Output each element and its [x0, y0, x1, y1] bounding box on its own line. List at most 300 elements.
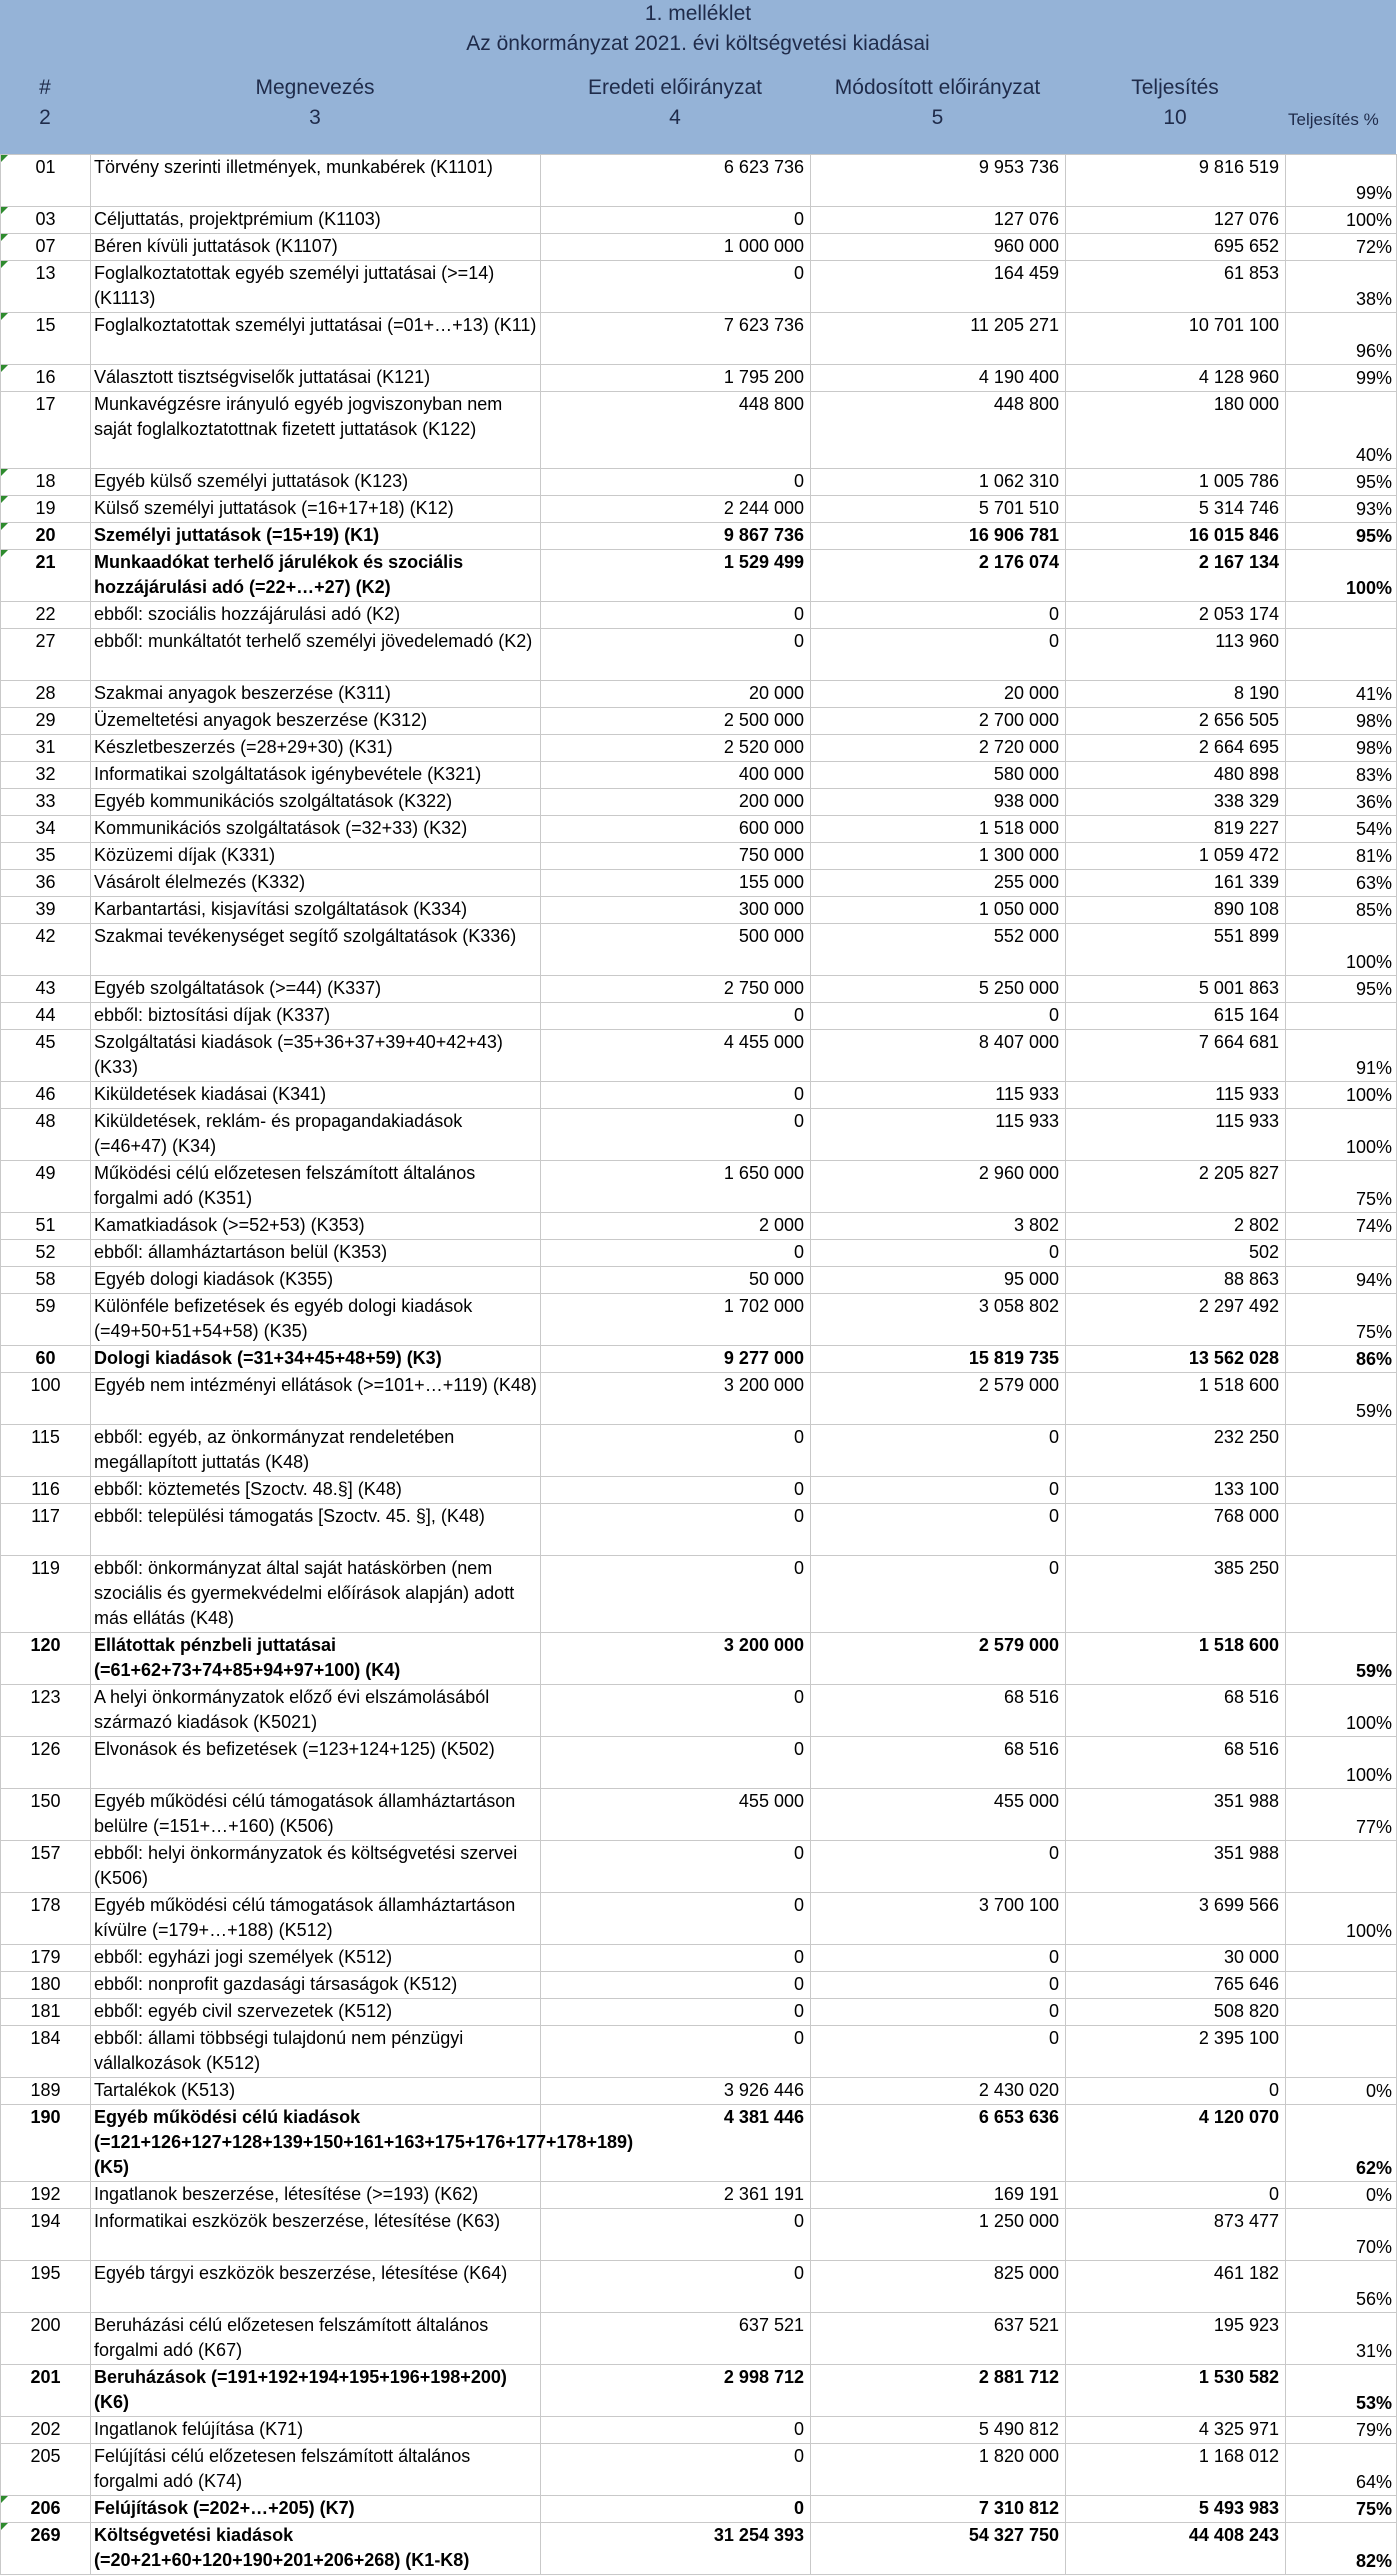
row-done[interactable]: 2 297 492	[1066, 1294, 1286, 1346]
row-original[interactable]: 1 000 000	[541, 234, 811, 261]
row-done[interactable]: 2 664 695	[1066, 735, 1286, 762]
row-done[interactable]: 68 516	[1066, 1685, 1286, 1737]
row-code[interactable]: 115	[1, 1425, 91, 1477]
row-name[interactable]: Különféle befizetések és egyéb dologi kiadások (=49+50+51+54+58) (K35)	[91, 1294, 541, 1346]
row-name[interactable]: Készletbeszerzés (=28+29+30) (K31)	[91, 735, 541, 762]
row-original[interactable]: 0	[541, 1082, 811, 1109]
row-modified[interactable]: 8 407 000	[811, 1030, 1066, 1082]
row-percent[interactable]: 56%	[1286, 2261, 1397, 2313]
row-modified[interactable]: 5 701 510	[811, 496, 1066, 523]
row-original[interactable]: 2 750 000	[541, 976, 811, 1003]
row-original[interactable]: 2 500 000	[541, 708, 811, 735]
row-original[interactable]: 1 529 499	[541, 550, 811, 602]
row-modified[interactable]: 1 820 000	[811, 2444, 1066, 2496]
row-name[interactable]: Egyéb működési célú támogatások államháztartáson kívülre (=179+…+188) (K512)	[91, 1893, 541, 1945]
row-code[interactable]: 36	[1, 870, 91, 897]
row-name[interactable]: Kommunikációs szolgáltatások (=32+33) (K32)	[91, 816, 541, 843]
row-percent[interactable]: 100%	[1286, 207, 1397, 234]
row-code[interactable]: 29	[1, 708, 91, 735]
row-name[interactable]: Informatikai szolgáltatások igénybevétele (K321)	[91, 762, 541, 789]
row-percent[interactable]: 38%	[1286, 261, 1397, 313]
row-percent[interactable]: 0%	[1286, 2078, 1397, 2105]
row-done[interactable]: 873 477	[1066, 2209, 1286, 2261]
row-name[interactable]: Kiküldetések kiadásai (K341)	[91, 1082, 541, 1109]
row-original[interactable]: 0	[541, 629, 811, 681]
row-code[interactable]: 39	[1, 897, 91, 924]
row-modified[interactable]: 0	[811, 1477, 1066, 1504]
row-name[interactable]: Vásárolt élelmezés (K332)	[91, 870, 541, 897]
row-name[interactable]: ebből: köztemetés [Szoctv. 48.§] (K48)	[91, 1477, 541, 1504]
row-name[interactable]: Egyéb szolgáltatások (>=44) (K337)	[91, 976, 541, 1003]
row-done[interactable]: 2 802	[1066, 1213, 1286, 1240]
row-modified[interactable]: 68 516	[811, 1685, 1066, 1737]
row-code[interactable]: 16	[1, 365, 91, 392]
row-percent[interactable]: 64%	[1286, 2444, 1397, 2496]
row-original[interactable]: 0	[541, 1945, 811, 1972]
row-original[interactable]: 400 000	[541, 762, 811, 789]
row-done[interactable]: 10 701 100	[1066, 313, 1286, 365]
row-original[interactable]: 1 650 000	[541, 1161, 811, 1213]
row-modified[interactable]: 2 720 000	[811, 735, 1066, 762]
row-original[interactable]: 9 277 000	[541, 1346, 811, 1373]
row-code[interactable]: 28	[1, 681, 91, 708]
row-percent[interactable]: 91%	[1286, 1030, 1397, 1082]
row-code[interactable]: 33	[1, 789, 91, 816]
row-original[interactable]: 0	[541, 207, 811, 234]
row-code[interactable]: 18	[1, 469, 91, 496]
row-modified[interactable]: 2 579 000	[811, 1633, 1066, 1685]
row-original[interactable]: 3 926 446	[541, 2078, 811, 2105]
row-code[interactable]: 35	[1, 843, 91, 870]
row-modified[interactable]: 115 933	[811, 1109, 1066, 1161]
row-done[interactable]: 351 988	[1066, 1789, 1286, 1841]
row-name[interactable]: Üzemeltetési anyagok beszerzése (K312)	[91, 708, 541, 735]
row-name[interactable]: Költségvetési kiadások (=20+21+60+120+190+201+206+268) (K1-K8)	[91, 2523, 541, 2575]
row-original[interactable]: 0	[541, 1109, 811, 1161]
row-done[interactable]: 115 933	[1066, 1082, 1286, 1109]
row-percent[interactable]: 100%	[1286, 1685, 1397, 1737]
row-percent[interactable]: 95%	[1286, 469, 1397, 496]
row-modified[interactable]: 1 250 000	[811, 2209, 1066, 2261]
row-code[interactable]: 21	[1, 550, 91, 602]
row-percent[interactable]: 94%	[1286, 1267, 1397, 1294]
row-code[interactable]: 206	[1, 2496, 91, 2523]
row-done[interactable]: 16 015 846	[1066, 523, 1286, 550]
row-percent[interactable]: 81%	[1286, 843, 1397, 870]
row-name[interactable]: Közüzemi díjak (K331)	[91, 843, 541, 870]
row-name[interactable]: Beruházási célú előzetesen felszámított általános forgalmi adó (K67)	[91, 2313, 541, 2365]
row-name[interactable]: Egyéb külső személyi juttatások (K123)	[91, 469, 541, 496]
row-name[interactable]: Elvonások és befizetések (=123+124+125) (K502)	[91, 1737, 541, 1789]
row-percent[interactable]: 98%	[1286, 735, 1397, 762]
row-code[interactable]: 179	[1, 1945, 91, 1972]
row-done[interactable]: 1 168 012	[1066, 2444, 1286, 2496]
row-percent[interactable]: 100%	[1286, 1082, 1397, 1109]
row-code[interactable]: 17	[1, 392, 91, 469]
row-original[interactable]: 0	[541, 1841, 811, 1893]
row-percent[interactable]: 82%	[1286, 2523, 1397, 2575]
row-code[interactable]: 150	[1, 1789, 91, 1841]
row-percent[interactable]: 72%	[1286, 234, 1397, 261]
row-modified[interactable]: 0	[811, 1841, 1066, 1893]
row-name[interactable]: ebből: nonprofit gazdasági társaságok (K512)	[91, 1972, 541, 1999]
row-modified[interactable]: 0	[811, 1240, 1066, 1267]
row-code[interactable]: 123	[1, 1685, 91, 1737]
row-done[interactable]: 768 000	[1066, 1504, 1286, 1556]
row-done[interactable]: 508 820	[1066, 1999, 1286, 2026]
row-code[interactable]: 190	[1, 2105, 91, 2182]
row-modified[interactable]: 68 516	[811, 1737, 1066, 1789]
row-done[interactable]: 1 518 600	[1066, 1373, 1286, 1425]
row-modified[interactable]: 20 000	[811, 681, 1066, 708]
row-name[interactable]: Szolgáltatási kiadások (=35+36+37+39+40+42+43) (K33)	[91, 1030, 541, 1082]
row-done[interactable]: 180 000	[1066, 392, 1286, 469]
row-original[interactable]: 448 800	[541, 392, 811, 469]
row-done[interactable]: 161 339	[1066, 870, 1286, 897]
row-original[interactable]: 20 000	[541, 681, 811, 708]
row-modified[interactable]: 95 000	[811, 1267, 1066, 1294]
row-name[interactable]: Egyéb működési célú támogatások államháztartáson belülre (=151+…+160) (K506)	[91, 1789, 541, 1841]
row-percent[interactable]: 100%	[1286, 1737, 1397, 1789]
row-original[interactable]: 2 998 712	[541, 2365, 811, 2417]
row-done[interactable]: 0	[1066, 2182, 1286, 2209]
row-name[interactable]: Egyéb kommunikációs szolgáltatások (K322)	[91, 789, 541, 816]
row-code[interactable]: 59	[1, 1294, 91, 1346]
row-percent[interactable]: 31%	[1286, 2313, 1397, 2365]
row-modified[interactable]: 15 819 735	[811, 1346, 1066, 1373]
row-name[interactable]: Karbantartási, kisjavítási szolgáltatások (K334)	[91, 897, 541, 924]
row-percent[interactable]: 53%	[1286, 2365, 1397, 2417]
row-name[interactable]: Béren kívüli juttatások (K1107)	[91, 234, 541, 261]
row-code[interactable]: 32	[1, 762, 91, 789]
row-done[interactable]: 1 518 600	[1066, 1633, 1286, 1685]
row-code[interactable]: 46	[1, 1082, 91, 1109]
row-percent[interactable]	[1286, 1841, 1397, 1893]
row-done[interactable]: 88 863	[1066, 1267, 1286, 1294]
row-percent[interactable]	[1286, 1972, 1397, 1999]
row-code[interactable]: 189	[1, 2078, 91, 2105]
row-name[interactable]: Egyéb működési célú kiadások (=121+126+127+128+139+150+161+163+175+176+177+178+189) (K5)	[91, 2105, 541, 2182]
row-original[interactable]: 0	[541, 1425, 811, 1477]
row-percent[interactable]: 98%	[1286, 708, 1397, 735]
row-done[interactable]: 0	[1066, 2078, 1286, 2105]
row-code[interactable]: 43	[1, 976, 91, 1003]
row-done[interactable]: 232 250	[1066, 1425, 1286, 1477]
row-done[interactable]: 4 128 960	[1066, 365, 1286, 392]
row-done[interactable]: 819 227	[1066, 816, 1286, 843]
row-code[interactable]: 49	[1, 1161, 91, 1213]
row-done[interactable]: 2 167 134	[1066, 550, 1286, 602]
row-modified[interactable]: 825 000	[811, 2261, 1066, 2313]
row-name[interactable]: ebből: államháztartáson belül (K353)	[91, 1240, 541, 1267]
row-original[interactable]: 6 623 736	[541, 155, 811, 207]
row-done[interactable]: 5 314 746	[1066, 496, 1286, 523]
row-name[interactable]: ebből: egyéb, az önkormányzat rendeletében megállapított juttatás (K48)	[91, 1425, 541, 1477]
row-done[interactable]: 890 108	[1066, 897, 1286, 924]
row-code[interactable]: 58	[1, 1267, 91, 1294]
row-done[interactable]: 127 076	[1066, 207, 1286, 234]
row-done[interactable]: 1 059 472	[1066, 843, 1286, 870]
row-percent[interactable]	[1286, 629, 1397, 681]
row-modified[interactable]: 552 000	[811, 924, 1066, 976]
row-original[interactable]: 0	[541, 1477, 811, 1504]
row-original[interactable]: 0	[541, 2496, 811, 2523]
row-original[interactable]: 0	[541, 2209, 811, 2261]
row-code[interactable]: 51	[1, 1213, 91, 1240]
row-modified[interactable]: 115 933	[811, 1082, 1066, 1109]
row-percent[interactable]: 100%	[1286, 550, 1397, 602]
row-done[interactable]: 7 664 681	[1066, 1030, 1286, 1082]
row-done[interactable]: 2 395 100	[1066, 2026, 1286, 2078]
row-code[interactable]: 52	[1, 1240, 91, 1267]
row-modified[interactable]: 0	[811, 629, 1066, 681]
row-original[interactable]: 0	[541, 1504, 811, 1556]
row-original[interactable]: 300 000	[541, 897, 811, 924]
row-original[interactable]: 750 000	[541, 843, 811, 870]
row-modified[interactable]: 0	[811, 1504, 1066, 1556]
row-modified[interactable]: 960 000	[811, 234, 1066, 261]
row-modified[interactable]: 127 076	[811, 207, 1066, 234]
row-name[interactable]: Szakmai tevékenységet segítő szolgáltatások (K336)	[91, 924, 541, 976]
row-name[interactable]: Informatikai eszközök beszerzése, létesítése (K63)	[91, 2209, 541, 2261]
row-percent[interactable]: 75%	[1286, 1294, 1397, 1346]
row-modified[interactable]: 7 310 812	[811, 2496, 1066, 2523]
row-original[interactable]: 2 000	[541, 1213, 811, 1240]
row-name[interactable]: Kamatkiadások (>=52+53) (K353)	[91, 1213, 541, 1240]
row-original[interactable]: 0	[541, 1240, 811, 1267]
row-code[interactable]: 19	[1, 496, 91, 523]
row-original[interactable]: 2 244 000	[541, 496, 811, 523]
row-code[interactable]: 126	[1, 1737, 91, 1789]
row-modified[interactable]: 2 579 000	[811, 1373, 1066, 1425]
row-original[interactable]: 4 381 446	[541, 2105, 811, 2182]
row-name[interactable]: Kiküldetések, reklám- és propagandakiadások (=46+47) (K34)	[91, 1109, 541, 1161]
row-percent[interactable]: 96%	[1286, 313, 1397, 365]
row-name[interactable]: ebből: egyházi jogi személyek (K512)	[91, 1945, 541, 1972]
row-code[interactable]: 100	[1, 1373, 91, 1425]
row-code[interactable]: 205	[1, 2444, 91, 2496]
row-code[interactable]: 45	[1, 1030, 91, 1082]
row-modified[interactable]: 4 190 400	[811, 365, 1066, 392]
row-name[interactable]: Munkaadókat terhelő járulékok és szociális hozzájárulási adó (=22+…+27) (K2)	[91, 550, 541, 602]
row-name[interactable]: Ingatlanok beszerzése, létesítése (>=193) (K62)	[91, 2182, 541, 2209]
row-percent[interactable]: 0%	[1286, 2182, 1397, 2209]
row-code[interactable]: 192	[1, 2182, 91, 2209]
row-done[interactable]: 551 899	[1066, 924, 1286, 976]
row-code[interactable]: 269	[1, 2523, 91, 2575]
row-done[interactable]: 13 562 028	[1066, 1346, 1286, 1373]
row-original[interactable]: 3 200 000	[541, 1373, 811, 1425]
row-code[interactable]: 180	[1, 1972, 91, 1999]
row-original[interactable]: 2 520 000	[541, 735, 811, 762]
row-name[interactable]: ebből: önkormányzat által saját hatáskörben (nem szociális és gyermekvédelmi előírások alapján) adott más ellátás (K48)	[91, 1556, 541, 1633]
row-modified[interactable]: 1 050 000	[811, 897, 1066, 924]
row-done[interactable]: 461 182	[1066, 2261, 1286, 2313]
row-code[interactable]: 01	[1, 155, 91, 207]
row-name[interactable]: ebből: szociális hozzájárulási adó (K2)	[91, 602, 541, 629]
row-code[interactable]: 44	[1, 1003, 91, 1030]
row-modified[interactable]: 1 300 000	[811, 843, 1066, 870]
row-done[interactable]: 502	[1066, 1240, 1286, 1267]
row-percent[interactable]: 100%	[1286, 1109, 1397, 1161]
row-percent[interactable]: 79%	[1286, 2417, 1397, 2444]
row-name[interactable]: Személyi juttatások (=15+19) (K1)	[91, 523, 541, 550]
row-done[interactable]: 44 408 243	[1066, 2523, 1286, 2575]
row-name[interactable]: Szakmai anyagok beszerzése (K311)	[91, 681, 541, 708]
row-done[interactable]: 765 646	[1066, 1972, 1286, 1999]
row-name[interactable]: Felújítások (=202+…+205) (K7)	[91, 2496, 541, 2523]
row-modified[interactable]: 0	[811, 1999, 1066, 2026]
row-code[interactable]: 202	[1, 2417, 91, 2444]
row-original[interactable]: 0	[541, 1737, 811, 1789]
row-name[interactable]: Külső személyi juttatások (=16+17+18) (K12)	[91, 496, 541, 523]
row-modified[interactable]: 580 000	[811, 762, 1066, 789]
row-modified[interactable]: 1 062 310	[811, 469, 1066, 496]
row-modified[interactable]: 5 250 000	[811, 976, 1066, 1003]
row-percent[interactable]	[1286, 1999, 1397, 2026]
row-modified[interactable]: 2 176 074	[811, 550, 1066, 602]
row-percent[interactable]	[1286, 1504, 1397, 1556]
row-name[interactable]: ebből: helyi önkormányzatok és költségvetési szervei (K506)	[91, 1841, 541, 1893]
row-percent[interactable]: 75%	[1286, 2496, 1397, 2523]
row-modified[interactable]: 2 881 712	[811, 2365, 1066, 2417]
row-done[interactable]: 68 516	[1066, 1737, 1286, 1789]
row-done[interactable]: 5 001 863	[1066, 976, 1286, 1003]
row-code[interactable]: 116	[1, 1477, 91, 1504]
row-done[interactable]: 4 325 971	[1066, 2417, 1286, 2444]
row-done[interactable]: 5 493 983	[1066, 2496, 1286, 2523]
row-modified[interactable]: 0	[811, 1945, 1066, 1972]
row-code[interactable]: 194	[1, 2209, 91, 2261]
row-original[interactable]: 0	[541, 261, 811, 313]
row-code[interactable]: 03	[1, 207, 91, 234]
row-done[interactable]: 30 000	[1066, 1945, 1286, 1972]
row-name[interactable]: Egyéb dologi kiadások (K355)	[91, 1267, 541, 1294]
row-name[interactable]: Választott tisztségviselők juttatásai (K121)	[91, 365, 541, 392]
row-modified[interactable]: 5 490 812	[811, 2417, 1066, 2444]
row-done[interactable]: 61 853	[1066, 261, 1286, 313]
row-original[interactable]: 0	[541, 2261, 811, 2313]
row-percent[interactable]: 54%	[1286, 816, 1397, 843]
row-original[interactable]: 7 623 736	[541, 313, 811, 365]
row-done[interactable]: 3 699 566	[1066, 1893, 1286, 1945]
row-percent[interactable]: 77%	[1286, 1789, 1397, 1841]
row-code[interactable]: 117	[1, 1504, 91, 1556]
row-percent[interactable]	[1286, 602, 1397, 629]
row-done[interactable]: 195 923	[1066, 2313, 1286, 2365]
row-original[interactable]: 0	[541, 1893, 811, 1945]
row-name[interactable]: Tartalékok (K513)	[91, 2078, 541, 2105]
row-name[interactable]: Ellátottak pénzbeli juttatásai (=61+62+73+74+85+94+97+100) (K4)	[91, 1633, 541, 1685]
row-done[interactable]: 9 816 519	[1066, 155, 1286, 207]
row-done[interactable]: 2 205 827	[1066, 1161, 1286, 1213]
row-name[interactable]: Foglalkoztatottak személyi juttatásai (=01+…+13) (K11)	[91, 313, 541, 365]
row-modified[interactable]: 938 000	[811, 789, 1066, 816]
row-percent[interactable]	[1286, 2026, 1397, 2078]
row-modified[interactable]: 9 953 736	[811, 155, 1066, 207]
row-done[interactable]: 1 530 582	[1066, 2365, 1286, 2417]
row-done[interactable]: 2 053 174	[1066, 602, 1286, 629]
row-code[interactable]: 31	[1, 735, 91, 762]
row-modified[interactable]: 255 000	[811, 870, 1066, 897]
row-original[interactable]: 200 000	[541, 789, 811, 816]
row-name[interactable]: Céljuttatás, projektprémium (K1103)	[91, 207, 541, 234]
row-name[interactable]: ebből: állami többségi tulajdonú nem pénzügyi vállalkozások (K512)	[91, 2026, 541, 2078]
row-original[interactable]: 600 000	[541, 816, 811, 843]
row-percent[interactable]: 59%	[1286, 1373, 1397, 1425]
row-modified[interactable]: 6 653 636	[811, 2105, 1066, 2182]
row-code[interactable]: 48	[1, 1109, 91, 1161]
row-code[interactable]: 178	[1, 1893, 91, 1945]
row-done[interactable]: 133 100	[1066, 1477, 1286, 1504]
row-original[interactable]: 455 000	[541, 1789, 811, 1841]
row-modified[interactable]: 0	[811, 2026, 1066, 2078]
row-code[interactable]: 195	[1, 2261, 91, 2313]
row-modified[interactable]: 169 191	[811, 2182, 1066, 2209]
row-done[interactable]: 1 005 786	[1066, 469, 1286, 496]
row-original[interactable]: 500 000	[541, 924, 811, 976]
row-name[interactable]: Beruházások (=191+192+194+195+196+198+200) (K6)	[91, 2365, 541, 2417]
row-original[interactable]: 0	[541, 602, 811, 629]
row-percent[interactable]: 59%	[1286, 1633, 1397, 1685]
row-code[interactable]: 184	[1, 2026, 91, 2078]
row-percent[interactable]: 99%	[1286, 155, 1397, 207]
row-percent[interactable]: 75%	[1286, 1161, 1397, 1213]
row-percent[interactable]: 63%	[1286, 870, 1397, 897]
row-done[interactable]: 385 250	[1066, 1556, 1286, 1633]
row-code[interactable]: 201	[1, 2365, 91, 2417]
row-code[interactable]: 200	[1, 2313, 91, 2365]
row-original[interactable]: 0	[541, 1685, 811, 1737]
row-done[interactable]: 480 898	[1066, 762, 1286, 789]
row-done[interactable]: 2 656 505	[1066, 708, 1286, 735]
row-code[interactable]: 27	[1, 629, 91, 681]
row-percent[interactable]	[1286, 1945, 1397, 1972]
row-percent[interactable]: 100%	[1286, 924, 1397, 976]
row-modified[interactable]: 0	[811, 1003, 1066, 1030]
row-percent[interactable]: 100%	[1286, 1893, 1397, 1945]
row-original[interactable]: 1 795 200	[541, 365, 811, 392]
row-original[interactable]: 0	[541, 1972, 811, 1999]
row-modified[interactable]: 0	[811, 1972, 1066, 1999]
row-original[interactable]: 31 254 393	[541, 2523, 811, 2575]
row-modified[interactable]: 11 205 271	[811, 313, 1066, 365]
row-done[interactable]: 695 652	[1066, 234, 1286, 261]
row-original[interactable]: 0	[541, 469, 811, 496]
row-code[interactable]: 07	[1, 234, 91, 261]
row-percent[interactable]: 99%	[1286, 365, 1397, 392]
row-original[interactable]: 0	[541, 2444, 811, 2496]
row-name[interactable]: Felújítási célú előzetesen felszámított általános forgalmi adó (K74)	[91, 2444, 541, 2496]
row-modified[interactable]: 637 521	[811, 2313, 1066, 2365]
row-name[interactable]: ebből: települési támogatás [Szoctv. 45. §], (K48)	[91, 1504, 541, 1556]
row-name[interactable]: Munkavégzésre irányuló egyéb jogviszonyban nem saját foglalkoztatottnak fizetett juttatások (K122)	[91, 392, 541, 469]
row-name[interactable]: Működési célú előzetesen felszámított általános forgalmi adó (K351)	[91, 1161, 541, 1213]
row-modified[interactable]: 16 906 781	[811, 523, 1066, 550]
row-code[interactable]: 34	[1, 816, 91, 843]
row-modified[interactable]: 0	[811, 1556, 1066, 1633]
row-percent[interactable]	[1286, 1240, 1397, 1267]
row-code[interactable]: 22	[1, 602, 91, 629]
row-modified[interactable]: 2 960 000	[811, 1161, 1066, 1213]
row-original[interactable]: 0	[541, 1999, 811, 2026]
row-done[interactable]: 615 164	[1066, 1003, 1286, 1030]
row-modified[interactable]: 0	[811, 1425, 1066, 1477]
row-code[interactable]: 20	[1, 523, 91, 550]
row-percent[interactable]: 86%	[1286, 1346, 1397, 1373]
row-original[interactable]: 3 200 000	[541, 1633, 811, 1685]
row-name[interactable]: Dologi kiadások (=31+34+45+48+59) (K3)	[91, 1346, 541, 1373]
